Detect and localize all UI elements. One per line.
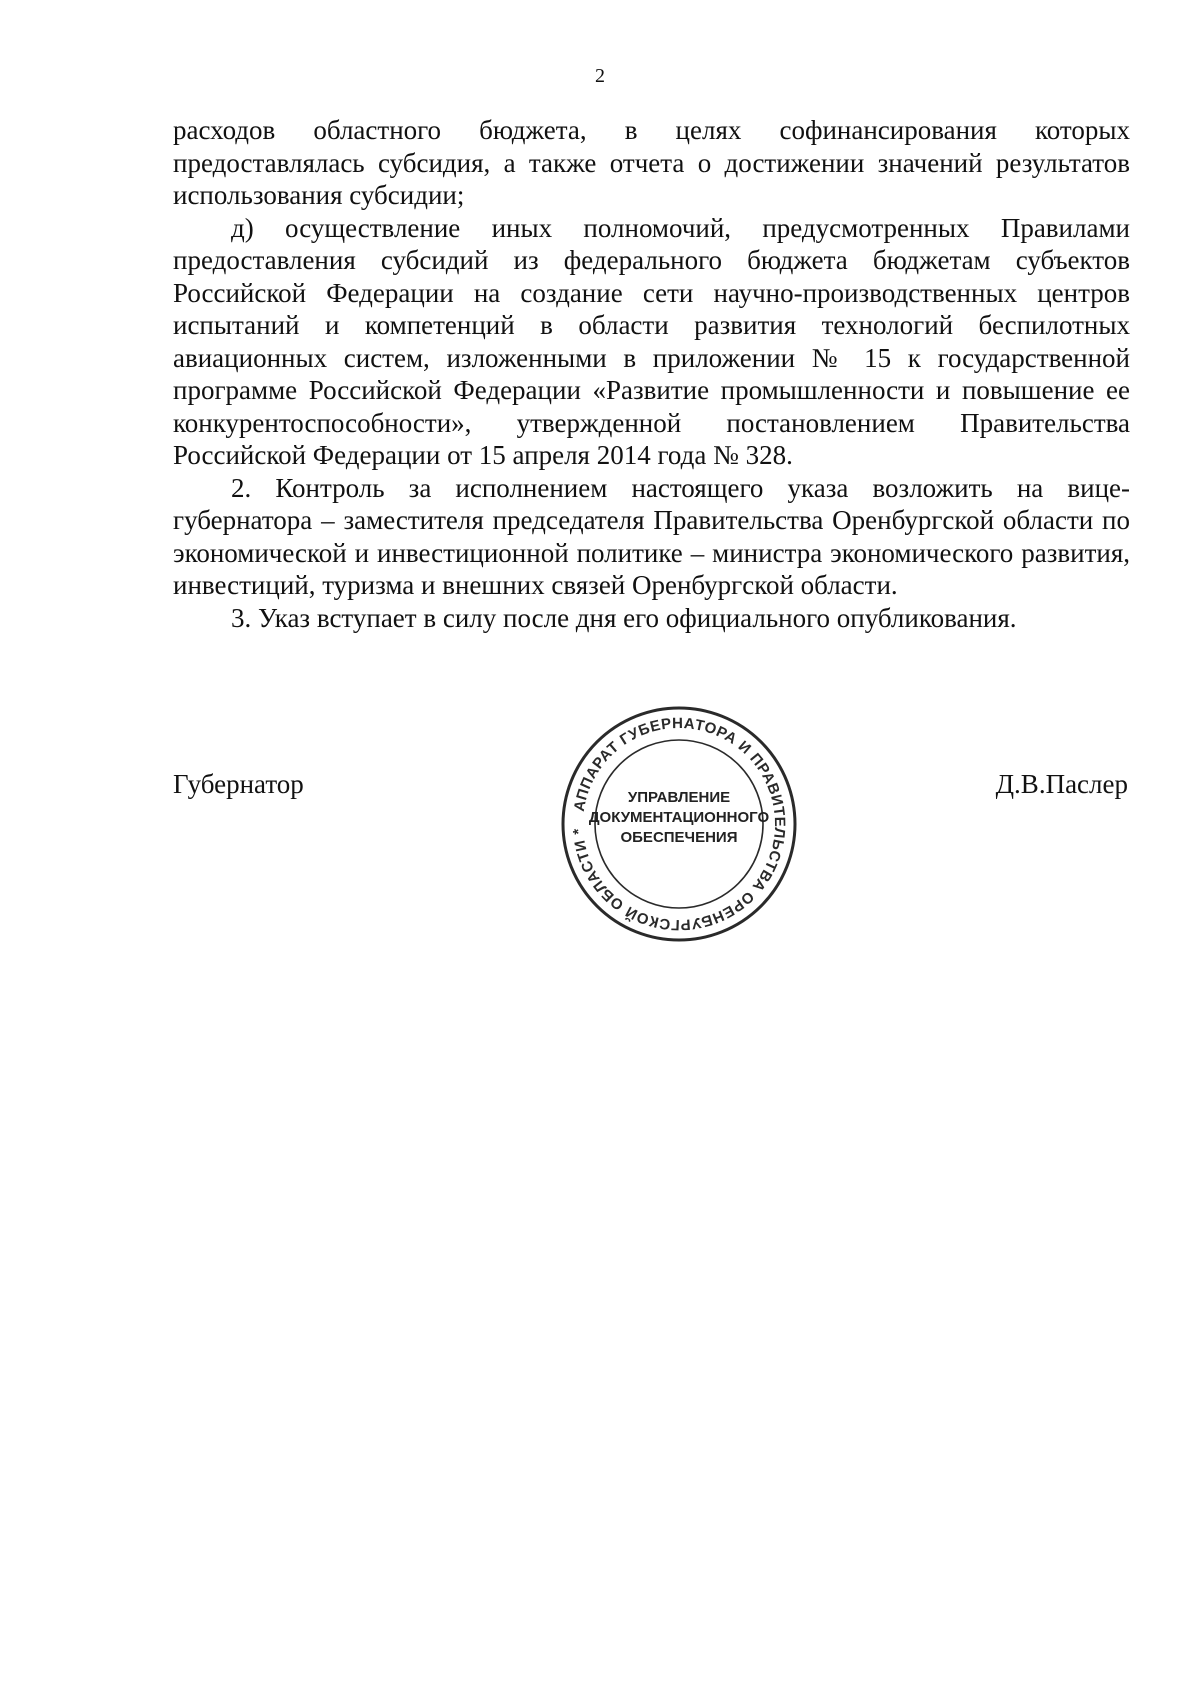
paragraph-continuation: расходов областного бюджета, в целях софинансирования которых предоставлялась субсидия, а также отчета о достижении значений результатов использования субсидии; [173, 115, 1130, 210]
stamp-ring-text: АППАРАТ ГУБЕРНАТОРА И ПРАВИТЕЛЬСТВА ОРЕНБУРГСКОЙ ОБЛАСТИ * [570, 714, 789, 934]
stamp-center-line: ДОКУМЕНТАЦИОННОГО [588, 809, 770, 826]
paragraph-3-effective-date: 3. Указ вступает в силу после дня его официального опубликования. [231, 602, 1017, 633]
paragraph-item-d: д) осуществление иных полномочий, предусмотренных Правилами предоставления субсидий из федерального бюджета бюджетам субъектов Российской Федерации на создание сети научно-производственных центров испытаний и компетенций в области развития технологий беспилотных авиационных систем, изложенными в приложении № 15 к государственной программе Российской Федерации «Развитие промышленности и повышение ее конкурентоспособности», утвержденной постановлением Правительства Российской Федерации от 15 апреля 2014 года № 328. [173, 212, 1130, 470]
stamp-center-line: УПРАВЛЕНИЕ [627, 789, 731, 806]
stamp-center-text [587, 788, 771, 848]
paragraph-2-control: 2. Контроль за исполнением настоящего указа возложить на вице-губернатора – заместителя председателя Правительства Оренбургской области по экономической и инвестиционной политике – министра экономического развития, инвестиций, туризма и внешних связей Оренбургской области. [173, 472, 1130, 600]
signatory-name: Д.В.Паслер [995, 769, 1128, 799]
document-body [173, 114, 1130, 634]
stamp-center-line: ОБЕСПЕЧЕНИЯ [620, 829, 738, 846]
page-number: 2 [595, 65, 605, 87]
signatory-title: Губернатор [173, 769, 304, 799]
